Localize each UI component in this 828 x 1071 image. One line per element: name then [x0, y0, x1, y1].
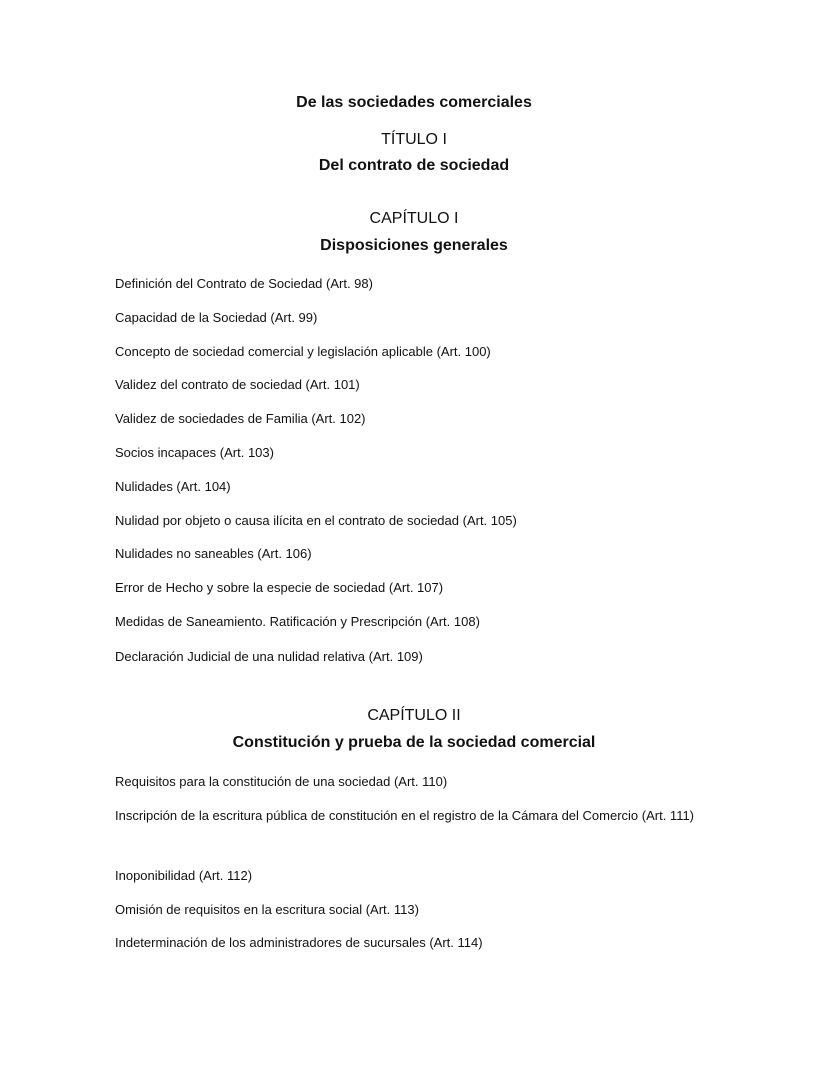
toc-entry-art-98[interactable]: Definición del Contrato de Sociedad (Art. 98)	[115, 276, 373, 291]
toc-entry-art-107[interactable]: Error de Hecho y sobre la especie de sociedad (Art. 107)	[115, 580, 444, 595]
toc-entry-art-110[interactable]: Requisitos para la constitución de una sociedad (Art. 110)	[115, 774, 448, 789]
chapter-1-name: Disposiciones generales	[320, 237, 508, 254]
toc-entry-art-104[interactable]: Nulidades (Art. 104)	[115, 479, 231, 494]
titulo-name: Del contrato de sociedad	[318, 157, 510, 174]
book-title: De las sociedades comerciales	[296, 94, 532, 111]
toc-entry-art-108[interactable]: Medidas de Saneamiento. Ratificación y Prescripción (Art. 108)	[115, 614, 480, 629]
toc-entry-art-112[interactable]: Inoponibilidad (Art. 112)	[115, 868, 253, 883]
toc-entry-art-111[interactable]: Inscripción de la escritura pública de constitución en el registro de la Cámara del Comercio (Art. 111)	[115, 808, 695, 823]
chapter-2-name: Constitución y prueba de la sociedad comercial	[232, 734, 596, 751]
toc-entry-art-105[interactable]: Nulidad por objeto o causa ilícita en el contrato de sociedad (Art. 105)	[115, 513, 517, 528]
toc-entry-art-102[interactable]: Validez de sociedades de Familia (Art. 102)	[115, 411, 366, 426]
toc-entry-art-101[interactable]: Validez del contrato de sociedad (Art. 101)	[115, 377, 360, 392]
toc-entry-art-103[interactable]: Socios incapaces (Art. 103)	[115, 445, 274, 460]
chapter-2-label: CAPÍTULO II	[367, 707, 461, 724]
toc-entry-art-100[interactable]: Concepto de sociedad comercial y legislación aplicable (Art. 100)	[115, 344, 491, 359]
titulo-label: TÍTULO I	[381, 131, 447, 148]
toc-entry-art-109[interactable]: Declaración Judicial de una nulidad relativa (Art. 109)	[115, 649, 423, 664]
toc-entry-art-99[interactable]: Capacidad de la Sociedad (Art. 99)	[115, 310, 318, 325]
toc-entry-art-106[interactable]: Nulidades no saneables (Art. 106)	[115, 546, 312, 561]
chapter-1-label: CAPÍTULO I	[369, 210, 459, 227]
toc-entry-art-114[interactable]: Indeterminación de los administradores de sucursales (Art. 114)	[115, 935, 483, 950]
toc-entry-art-113[interactable]: Omisión de requisitos en la escritura social (Art. 113)	[115, 902, 419, 917]
